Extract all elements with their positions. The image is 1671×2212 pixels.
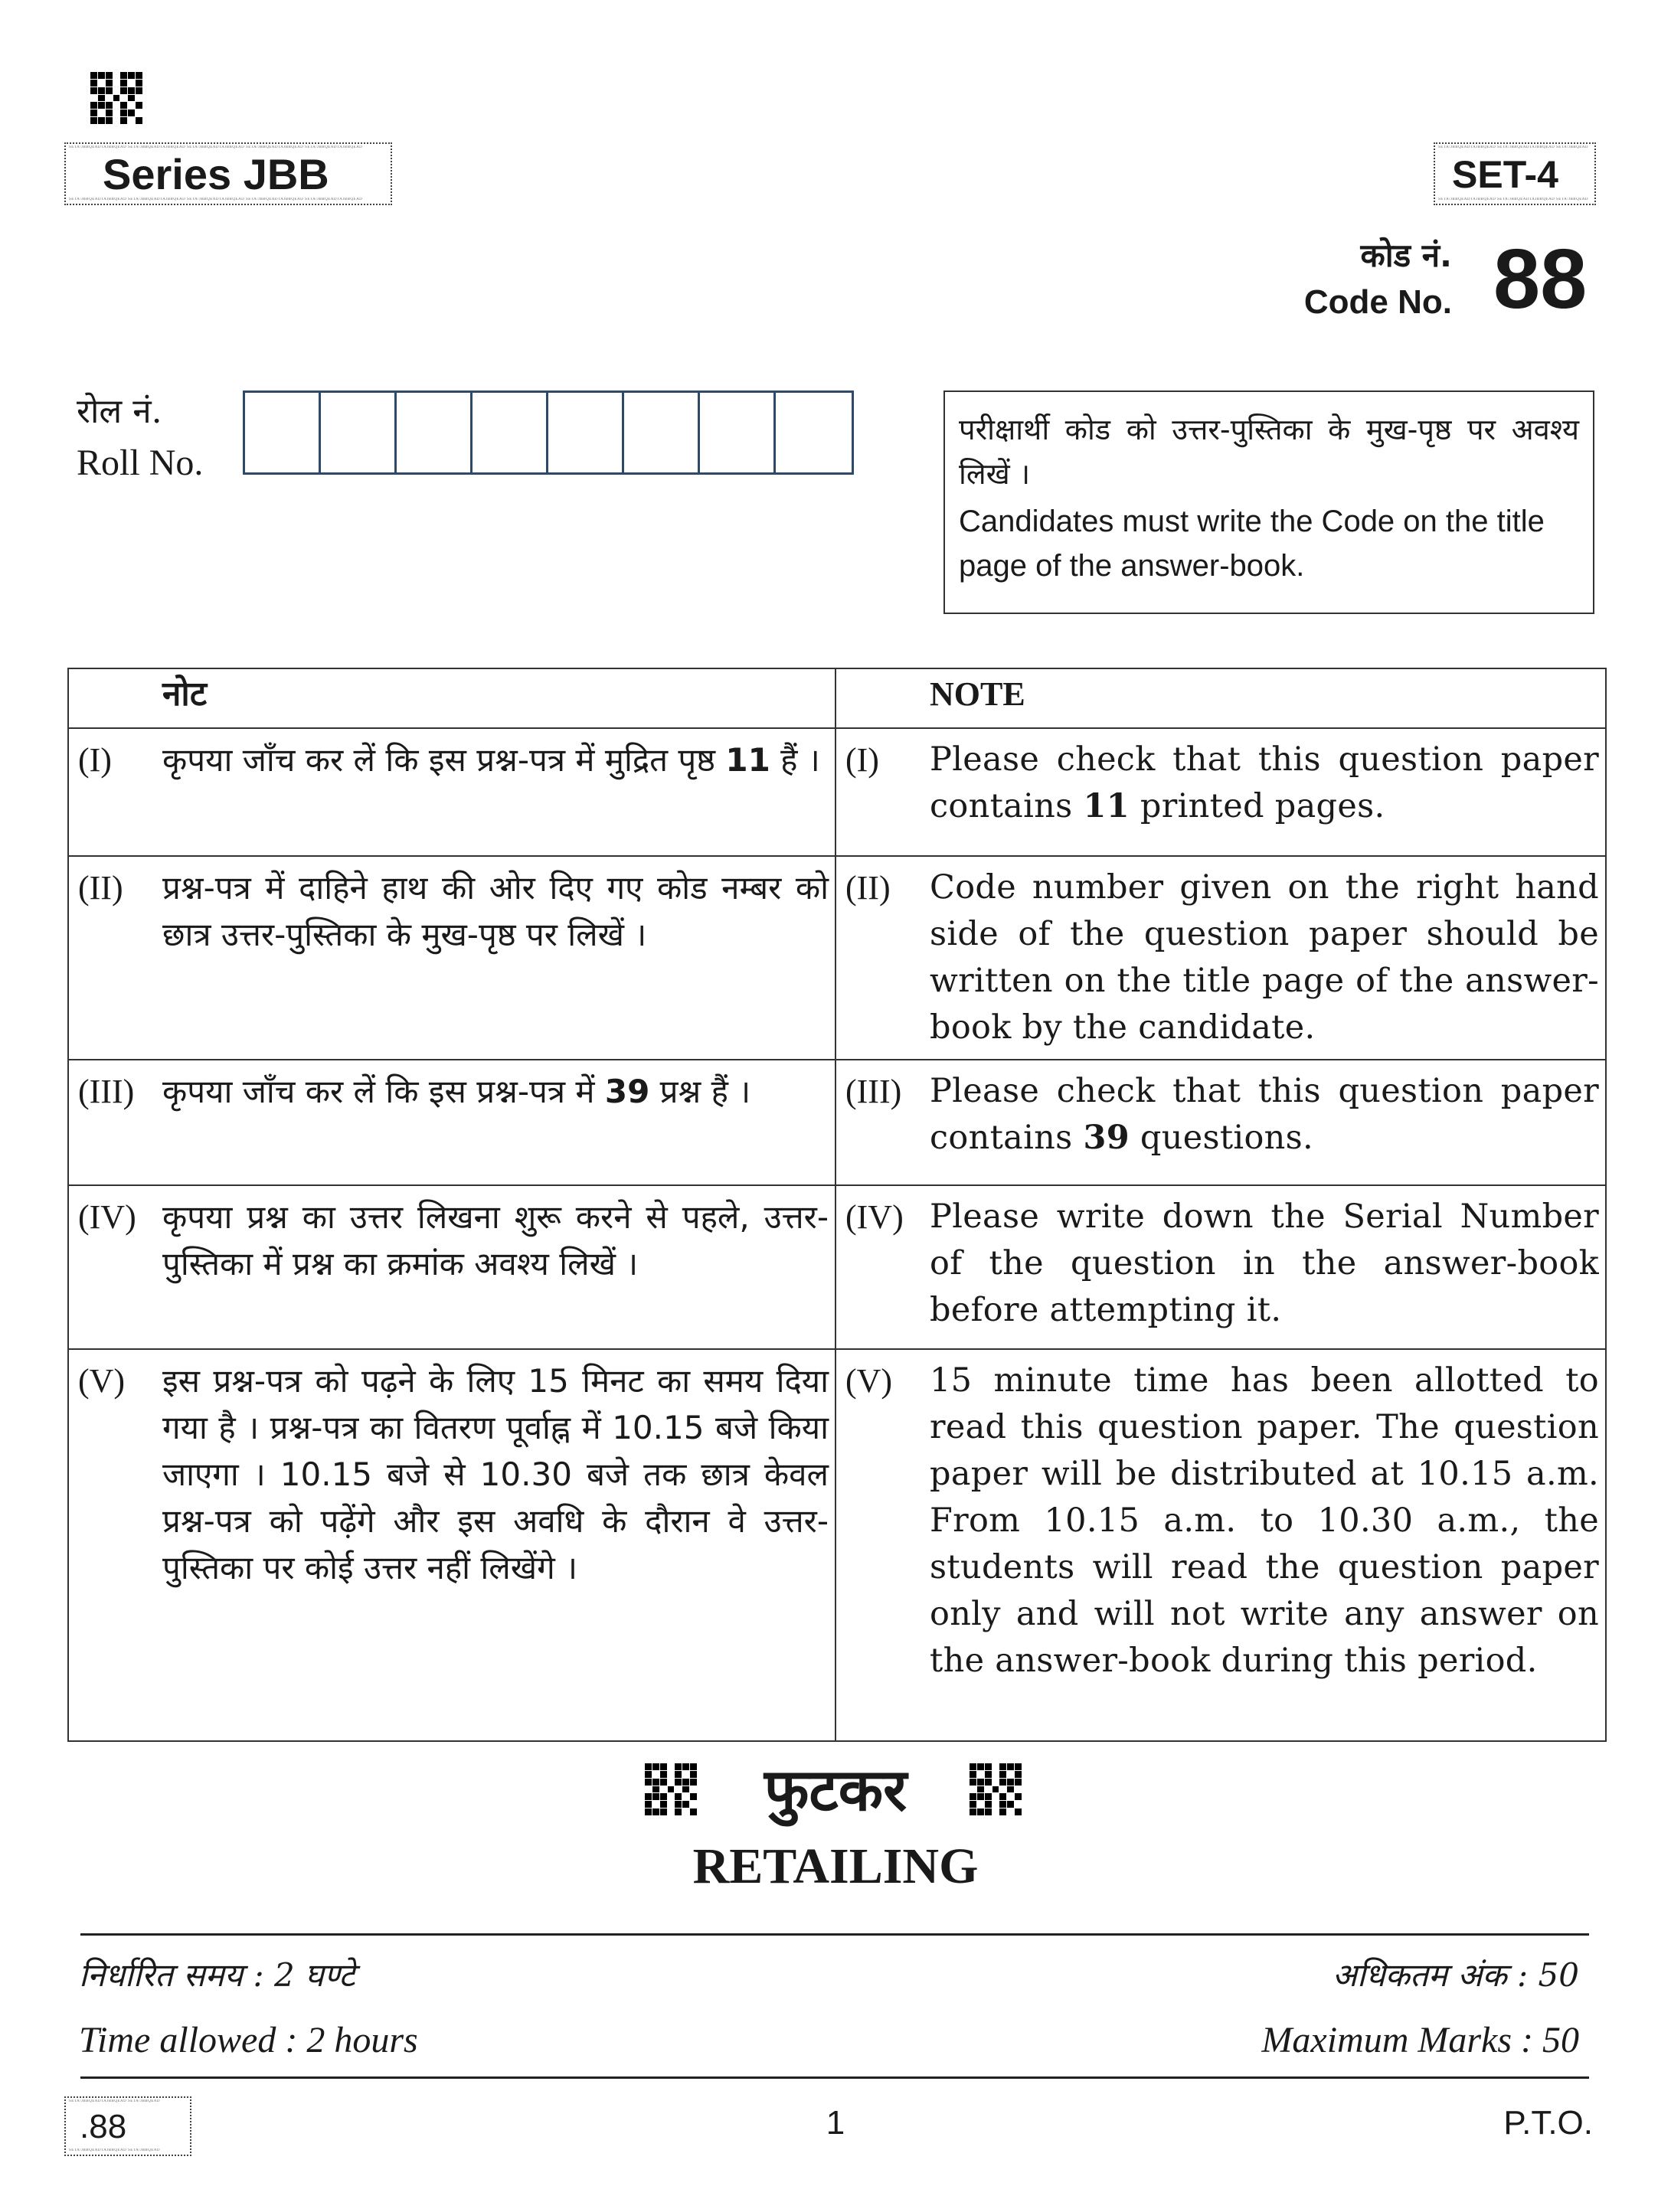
table-row [68, 1185, 1606, 1349]
qr-code-icon [970, 1763, 1022, 1815]
max-marks-hindi: अधिकतम अंक : 50 [1332, 1956, 1579, 1994]
note-text-english: Please check that this question paper contains 39 questions. [930, 1072, 1599, 1157]
roll-digit-box [473, 393, 548, 472]
notes-header-english: NOTE [930, 675, 1025, 713]
time-allowed-english: Time allowed : 2 hours [79, 2020, 418, 2060]
roll-label-hindi: रोल नं. [77, 392, 162, 431]
note-number: (III) [845, 1073, 902, 1110]
note-text-hindi: कृपया जाँच कर लें कि इस प्रश्न-पत्र में 39 प्रश्न हैं । [162, 1073, 751, 1110]
table-row [68, 856, 1606, 1060]
divider [80, 1933, 1589, 1936]
series-label: Series JBB [103, 150, 329, 198]
notes-header-hindi: नोट [162, 675, 207, 714]
subject-title-hindi: फुटकर [764, 1756, 907, 1824]
note-number: (V) [845, 1362, 893, 1400]
notes-table [67, 668, 1607, 1742]
roll-label-english: Roll No. [77, 443, 204, 483]
paper-code: .88 [80, 2108, 127, 2145]
code-number: 88 [1493, 232, 1588, 326]
table-row [68, 728, 1606, 856]
qr-code-icon [90, 72, 142, 124]
note-number: (I) [78, 741, 112, 779]
note-text-hindi: कृपया प्रश्न का उत्तर लिखना शुरू करने से पहले, उत्तर-पुस्तिका में प्रश्न का क्रमांक अवश्य लिखें । [162, 1198, 829, 1282]
set-box: SETA/JBBQEADTAJBBQEAD SETA/JBBQEADTAJBBQEAD SETA/JBBQEAD SETA/JBBQEADTAJBBQEAD SETA/JBBQEADTAJBBQEAD SETA/JBBQEAD SET-4 [1434, 142, 1596, 205]
note-text-english: Code number given on the right hand side of the question paper should be written on the title page of the answer-book by the candidate. [930, 868, 1599, 1047]
note-number: (II) [78, 869, 123, 907]
note-number: (V) [78, 1362, 126, 1400]
set-label: SET-4 [1452, 153, 1558, 196]
roll-digit-box [700, 393, 776, 472]
series-box: SETA/JBBQEADTAJBBQEAD SETA/JBBQEADTAJBBQEAD SETA/JBBQEADTAJBBQEAD SETA/JBBQEADTAJBBQEAD SETA/JBBQEADTAJBBQEAD SETA/JBBQEADTAJBBQEAD SETA/JBBQEADTAJBBQEAD SETA/JBBQEADTAJBBQEAD SETA/JBBQEADTAJBBQEAD SETA/JBBQEADTAJBBQEAD Series JBB [64, 142, 392, 205]
note-number: (IV) [845, 1198, 904, 1236]
roll-digit-box [624, 393, 700, 472]
subject-title-english: RETAILING [692, 1838, 979, 1894]
roll-digit-box [245, 393, 321, 472]
code-label-hindi: कोड नं. [1360, 237, 1452, 274]
note-number: (IV) [78, 1198, 136, 1236]
table-row [68, 1060, 1606, 1185]
note-number: (II) [845, 869, 891, 907]
note-text-english: 15 minute time has been allotted to read this question paper. The question paper will be distributed at 10.15 a.m. From 10.15 a.m. to 10.30 a.m., the students will read the question paper only and will not write any answer on the answer-book during this period. [930, 1361, 1599, 1680]
roll-digit-box [397, 393, 473, 472]
note-number: (III) [78, 1073, 135, 1110]
qr-code-icon [645, 1763, 697, 1815]
page-number: 1 [826, 2104, 845, 2142]
roll-digit-box [321, 393, 397, 472]
note-text-english: Please write down the Serial Number of the question in the answer-book before attempting it. [930, 1197, 1599, 1329]
candidate-instruction-box [943, 390, 1594, 614]
divider [80, 2076, 1589, 2079]
notes-header-row [68, 668, 1606, 728]
note-text-english: Please check that this question paper contains 11 printed pages. [930, 740, 1599, 825]
note-text-hindi: कृपया जाँच कर लें कि इस प्रश्न-पत्र में मुद्रित पृष्ठ 11 हैं । [162, 741, 820, 779]
paper-code-box: SETA/JBBQEADTAJBBQEAD SETA/JBBQEAD SETA/JBBQEADTAJBBQEAD SETA/JBBQEAD .88 [64, 2096, 191, 2156]
candidate-instruction-hindi: परीक्षार्थी कोड को उत्तर-पुस्तिका के मुख-पृष्ठ पर अवश्य लिखें । [959, 413, 1579, 491]
time-allowed-hindi: निर्धारित समय : 2 घण्टे [79, 1956, 355, 1994]
candidate-instruction-english: Candidates must write the Code on the title page of the answer-book. [959, 505, 1545, 583]
table-row [68, 1349, 1606, 1741]
max-marks-english: Maximum Marks : 50 [1261, 2020, 1579, 2060]
roll-number-grid [243, 390, 854, 475]
roll-digit-box [548, 393, 624, 472]
code-label-english: Code No. [1303, 283, 1452, 321]
roll-digit-box [776, 393, 852, 472]
pto-label: P.T.O. [1503, 2104, 1593, 2142]
note-number: (I) [845, 741, 879, 779]
note-text-hindi: प्रश्न-पत्र में दाहिने हाथ की ओर दिए गए कोड नम्बर को छात्र उत्तर-पुस्तिका के मुख-पृष्ठ पर लिखें । [162, 869, 829, 953]
note-text-hindi: इस प्रश्न-पत्र को पढ़ने के लिए 15 मिनट का समय दिया गया है । प्रश्न-पत्र का वितरण पूर्वाह्न में 10.15 बजे किया जाएगा । 10.15 बजे से 10.30 बजे तक छात्र केवल प्रश्न-पत्र को पढ़ेंगे और इस अवधि के दौरान वे उत्तर-पुस्तिका पर कोई उत्तर नहीं लिखेंगे । [162, 1362, 829, 1586]
